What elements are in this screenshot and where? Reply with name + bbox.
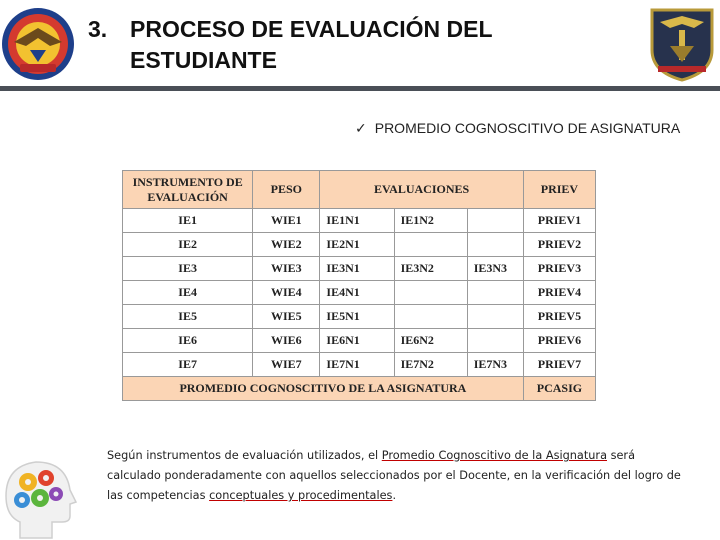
table-cell: IE1 (123, 209, 253, 233)
table-cell: WIE2 (253, 233, 320, 257)
paragraph-text: Según instrumentos de evaluación utilizados, el (107, 449, 382, 462)
paragraph-text: . (392, 489, 397, 502)
table-header-row (123, 171, 596, 209)
table-cell: IE5N1 (320, 305, 394, 329)
description-paragraph (107, 446, 687, 506)
table-row (123, 209, 596, 233)
paragraph-underlined-text: Promedio Cognoscitivo de la Asignatura (381, 449, 607, 462)
table-cell: IE7N1 (320, 353, 394, 377)
table-cell: IE3N1 (320, 257, 394, 281)
header-evaluaciones: EVALUACIONES (320, 171, 523, 209)
table-row (123, 305, 596, 329)
table-cell: IE3 (123, 257, 253, 281)
table-cell (467, 233, 523, 257)
table-cell: PRIEV6 (523, 329, 595, 353)
table-cell: PRIEV2 (523, 233, 595, 257)
table-cell (394, 305, 467, 329)
table-row (123, 353, 596, 377)
paragraph-underlined-text: conceptuales y procedimentales (209, 489, 393, 502)
title-line2: ESTUDIANTE (130, 47, 277, 73)
table-cell (394, 281, 467, 305)
table-cell: IE7N2 (394, 353, 467, 377)
table-cell: WIE6 (253, 329, 320, 353)
table-cell: PRIEV4 (523, 281, 595, 305)
table-cell: IE6 (123, 329, 253, 353)
paragraph-text: será calculado ponderadamente con aquellos seleccionados por el Docente, en la verificación del logro de las competencias (107, 449, 681, 502)
header-priev: PRIEV (523, 171, 595, 209)
table-cell: IE1N1 (320, 209, 394, 233)
table-cell (467, 329, 523, 353)
footer-value: PCASIG (523, 377, 595, 401)
table-cell: IE7N3 (467, 353, 523, 377)
table-row (123, 257, 596, 281)
head-with-gears-icon (0, 452, 80, 540)
header-peso: PESO (253, 171, 320, 209)
table-cell (467, 209, 523, 233)
title-number: 3. (88, 16, 108, 42)
table-row (123, 329, 596, 353)
table-cell: PRIEV1 (523, 209, 595, 233)
table-cell: WIE5 (253, 305, 320, 329)
table-cell: IE4 (123, 281, 253, 305)
table-cell (394, 233, 467, 257)
table-cell: IE7 (123, 353, 253, 377)
checkmark-icon: ✓ (355, 121, 367, 137)
table-cell: IE6N2 (394, 329, 467, 353)
table-cell: PRIEV5 (523, 305, 595, 329)
table-cell: IE3N3 (467, 257, 523, 281)
evaluation-table (122, 170, 596, 401)
table-cell: WIE4 (253, 281, 320, 305)
header-instrumento: INSTRUMENTO DE EVALUACIÓN (123, 171, 253, 209)
table-cell: IE1N2 (394, 209, 467, 233)
table-cell: IE6N1 (320, 329, 394, 353)
insignia-emblem-icon (0, 6, 76, 82)
title-line1: PROCESO DE EVALUACIÓN DEL (130, 16, 493, 42)
table-cell (467, 305, 523, 329)
bullet-text: PROMEDIO COGNOSCITIVO DE ASIGNATURA (374, 120, 681, 136)
table-cell: WIE3 (253, 257, 320, 281)
table-cell: IE3N2 (394, 257, 467, 281)
header-divider (0, 86, 720, 91)
shield-emblem-icon (648, 6, 716, 82)
table-row (123, 233, 596, 257)
table-cell: PRIEV3 (523, 257, 595, 281)
table-row (123, 281, 596, 305)
table-cell: IE4N1 (320, 281, 394, 305)
table-cell: IE2 (123, 233, 253, 257)
table-cell (467, 281, 523, 305)
bullet-item (355, 120, 715, 137)
table-footer-row (123, 377, 596, 401)
table-cell: WIE1 (253, 209, 320, 233)
page-title (88, 14, 608, 76)
footer-label: PROMEDIO COGNOSCITIVO DE LA ASIGNATURA (123, 377, 524, 401)
table-cell: PRIEV7 (523, 353, 595, 377)
table-cell: IE2N1 (320, 233, 394, 257)
table-cell: IE5 (123, 305, 253, 329)
table-cell: WIE7 (253, 353, 320, 377)
